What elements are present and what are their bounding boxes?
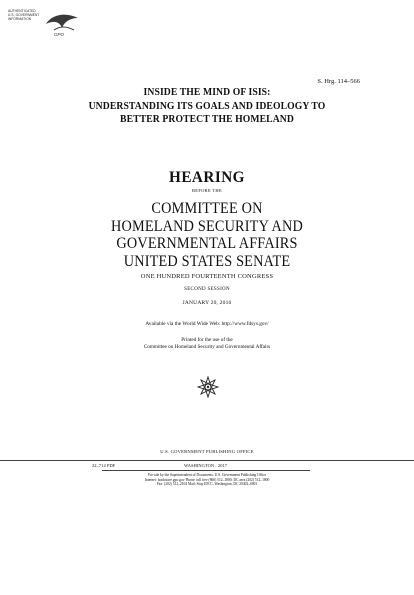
sale-line: For sale by the Superintendent of Documents, U.S. Government Publishing Office	[147, 473, 267, 477]
committee-line: UNITED STATES SENATE	[123, 252, 291, 270]
divider	[102, 470, 310, 471]
printed-for	[0, 337, 414, 351]
committee-name	[17, 200, 398, 270]
title-line: BETTER PROTECT THE HOMELAND	[120, 113, 294, 125]
committee-line: COMMITTEE ON	[151, 200, 263, 217]
committee-line: GOVERNMENTAL AFFAIRS	[116, 235, 298, 252]
printed-line: Printed for the use of the	[181, 337, 233, 343]
before-the: BEFORE THE	[191, 188, 223, 193]
title-line: INSIDE THE MIND OF ISIS:	[143, 86, 271, 98]
session: SECOND SESSION	[184, 287, 230, 292]
hearing-title	[25, 86, 389, 127]
availability-note: Available via the World Wide Web: http://www.fdsys.gov/	[145, 321, 269, 327]
sale-info	[0, 473, 414, 487]
congress: ONE HUNDRED FOURTEENTH CONGRESS	[140, 273, 274, 280]
seal-line: U.S. GOVERNMENT	[8, 12, 40, 17]
seal-line: AUTHENTICATED	[8, 9, 36, 13]
divider	[0, 460, 414, 462]
hearing-date: JANUARY 20, 2016	[182, 300, 232, 306]
committee-line: HOMELAND SECURITY AND	[111, 217, 303, 235]
publication-place-year: WASHINGTON : 2017	[184, 463, 228, 468]
sale-line: Fax: (202) 512–2104 Mail: Stop IDCC, Washington, DC 20402–0001	[156, 482, 258, 487]
publication-code: 22–714 PDF	[92, 463, 116, 468]
hearing-number: S. Hrg. 114–566	[317, 78, 360, 85]
title-line: UNDERSTANDING ITS GOALS AND IDEOLOGY TO	[88, 99, 326, 112]
printed-line: Committee on Homeland Security and Governmental Affairs	[143, 343, 271, 350]
publisher: U.S. GOVERNMENT PUBLISHING OFFICE	[160, 449, 254, 454]
star-ornament-icon	[197, 376, 219, 398]
document-type: HEARING	[169, 169, 245, 186]
authenticated-seal	[8, 10, 80, 40]
sale-line: Internet: bookstore.gpo.gov Phone: toll free (866) 512–1800; DC area (202) 512–1800	[144, 477, 270, 482]
seal-line: INFORMATION	[8, 16, 32, 21]
seal-label: GPO	[54, 32, 65, 37]
